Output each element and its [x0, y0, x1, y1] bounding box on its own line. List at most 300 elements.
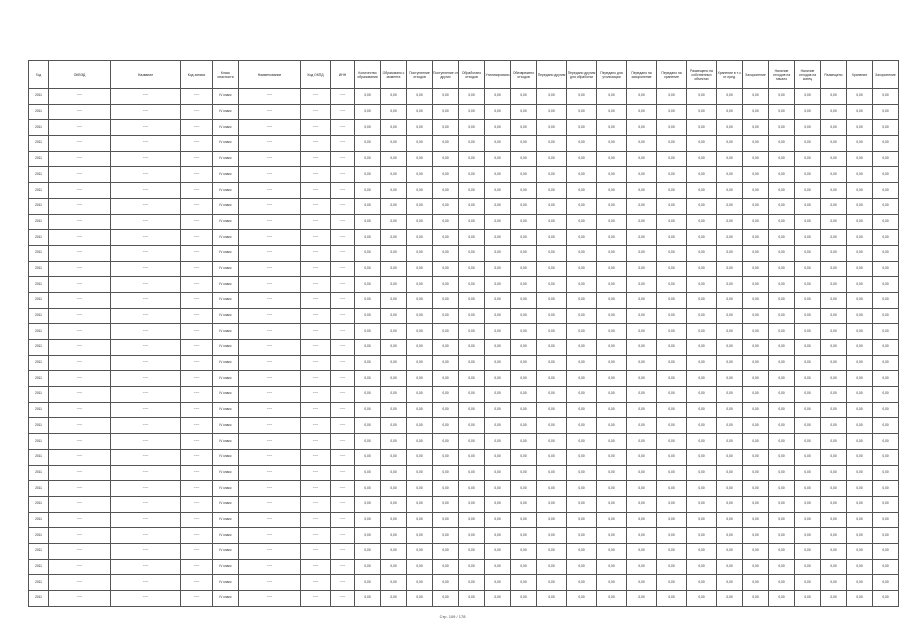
table-cell: 0,00 — [657, 434, 687, 450]
table-cell: ~~~ — [239, 230, 301, 246]
table-cell: 0,00 — [627, 449, 657, 465]
table-cell: 0,00 — [821, 465, 847, 481]
table-cell: IV класс — [213, 387, 239, 403]
table-cell: 0,00 — [511, 120, 537, 136]
table-cell: 0,00 — [567, 543, 597, 559]
table-cell: 0,00 — [597, 434, 627, 450]
table-cell: 2011 — [29, 277, 49, 293]
table-cell: 0,00 — [459, 481, 485, 497]
table-cell: 0,00 — [795, 449, 821, 465]
table-cell: 0,00 — [717, 465, 743, 481]
table-cell: 0,00 — [537, 198, 567, 214]
table-cell: ~~~ — [49, 104, 111, 120]
table-cell: 0,00 — [381, 465, 407, 481]
table-cell: 0,00 — [381, 434, 407, 450]
table-cell: IV класс — [213, 559, 239, 575]
table-cell: ~~~ — [49, 340, 111, 356]
table-cell: 0,00 — [355, 402, 381, 418]
table-cell: 0,00 — [657, 418, 687, 434]
table-cell: 0,00 — [355, 481, 381, 497]
table-cell: 0,00 — [657, 528, 687, 544]
table-cell: 0,00 — [381, 292, 407, 308]
table-row — [29, 151, 899, 167]
table-cell: ~~~ — [49, 591, 111, 607]
table-cell: 0,00 — [687, 292, 717, 308]
table-cell: 0,00 — [485, 167, 511, 183]
table-cell: 2011 — [29, 104, 49, 120]
table-cell: 0,00 — [717, 183, 743, 199]
table-cell: 0,00 — [433, 245, 459, 261]
table-cell: 0,00 — [795, 230, 821, 246]
table-row — [29, 434, 899, 450]
table-cell: 0,00 — [847, 230, 873, 246]
table-cell: 0,00 — [847, 434, 873, 450]
table-cell: IV класс — [213, 198, 239, 214]
table-cell: 0,00 — [627, 496, 657, 512]
table-cell: 0,00 — [355, 340, 381, 356]
table-cell: IV класс — [213, 528, 239, 544]
table-cell: ~~~ — [239, 183, 301, 199]
table-cell: 0,00 — [597, 465, 627, 481]
table-cell: 0,00 — [821, 340, 847, 356]
table-cell: 0,00 — [769, 575, 795, 591]
table-cell: 0,00 — [847, 198, 873, 214]
table-cell: 0,00 — [407, 89, 433, 105]
table-cell: 0,00 — [567, 104, 597, 120]
table-cell: ~~~ — [331, 183, 355, 199]
table-cell: 0,00 — [687, 198, 717, 214]
table-cell: ~~~ — [111, 151, 181, 167]
table-cell: 0,00 — [597, 104, 627, 120]
table-cell: 0,00 — [459, 371, 485, 387]
table-cell: ~~~ — [181, 151, 213, 167]
table-cell: 0,00 — [433, 261, 459, 277]
table-cell: 0,00 — [687, 136, 717, 152]
table-cell: 0,00 — [769, 183, 795, 199]
table-cell: 0,00 — [511, 308, 537, 324]
table-cell: 0,00 — [627, 591, 657, 607]
table-cell: ~~~ — [111, 120, 181, 136]
table-cell: 0,00 — [381, 496, 407, 512]
table-cell: ~~~ — [239, 434, 301, 450]
table-cell: ~~~ — [49, 418, 111, 434]
table-cell: 0,00 — [847, 214, 873, 230]
table-cell: ~~~ — [331, 214, 355, 230]
table-cell: ~~~ — [331, 324, 355, 340]
table-cell: 0,00 — [407, 198, 433, 214]
table-cell: ~~~ — [331, 496, 355, 512]
table-cell: ~~~ — [331, 575, 355, 591]
table-cell: ~~~ — [181, 198, 213, 214]
table-cell: IV класс — [213, 543, 239, 559]
table-cell: 0,00 — [511, 261, 537, 277]
column-header: ИНН — [331, 61, 355, 89]
table-cell: 0,00 — [821, 308, 847, 324]
table-cell: ~~~ — [111, 434, 181, 450]
table-cell: 0,00 — [485, 543, 511, 559]
table-cell: 0,00 — [485, 261, 511, 277]
table-cell: 0,00 — [795, 136, 821, 152]
table-cell: 0,00 — [485, 324, 511, 340]
table-cell: 0,00 — [847, 136, 873, 152]
table-cell: 0,00 — [407, 402, 433, 418]
table-cell: 0,00 — [873, 324, 899, 340]
table-cell: 0,00 — [381, 245, 407, 261]
table-cell: 0,00 — [511, 151, 537, 167]
table-row — [29, 355, 899, 371]
table-cell: 0,00 — [821, 324, 847, 340]
table-cell: 0,00 — [485, 151, 511, 167]
table-cell: ~~~ — [111, 214, 181, 230]
table-cell: ~~~ — [331, 591, 355, 607]
table-cell: 0,00 — [485, 355, 511, 371]
table-cell: 0,00 — [821, 418, 847, 434]
table-cell: 0,00 — [597, 292, 627, 308]
table-cell: 0,00 — [657, 183, 687, 199]
table-cell: 0,00 — [407, 449, 433, 465]
table-cell: 0,00 — [381, 575, 407, 591]
table-cell: 0,00 — [717, 292, 743, 308]
table-cell: 0,00 — [657, 387, 687, 403]
table-cell: 0,00 — [627, 528, 657, 544]
table-cell: ~~~ — [181, 465, 213, 481]
table-cell: ~~~ — [331, 355, 355, 371]
table-cell: ~~~ — [49, 167, 111, 183]
table-cell: 2011 — [29, 559, 49, 575]
table-cell: 0,00 — [485, 292, 511, 308]
table-cell: 0,00 — [537, 151, 567, 167]
table-cell: IV класс — [213, 151, 239, 167]
table-cell: ~~~ — [239, 387, 301, 403]
table-cell: 0,00 — [381, 340, 407, 356]
table-cell: 2011 — [29, 151, 49, 167]
table-cell: 0,00 — [537, 167, 567, 183]
table-cell: IV класс — [213, 104, 239, 120]
table-cell: 0,00 — [485, 559, 511, 575]
table-cell: ~~~ — [111, 512, 181, 528]
table-cell: 0,00 — [597, 261, 627, 277]
table-cell: 0,00 — [821, 559, 847, 575]
table-cell: ~~~ — [331, 89, 355, 105]
table-cell: 0,00 — [407, 120, 433, 136]
table-cell: 0,00 — [847, 559, 873, 575]
table-cell: 0,00 — [459, 89, 485, 105]
table-cell: ~~~ — [181, 183, 213, 199]
table-cell: ~~~ — [49, 543, 111, 559]
table-cell: 0,00 — [717, 434, 743, 450]
table-row — [29, 277, 899, 293]
table-cell: 0,00 — [567, 591, 597, 607]
table-cell: 0,00 — [567, 183, 597, 199]
table-cell: 0,00 — [567, 449, 597, 465]
table-cell: ~~~ — [181, 230, 213, 246]
table-cell: 0,00 — [717, 575, 743, 591]
column-header: Хранение — [847, 61, 873, 89]
table-cell: ~~~ — [239, 449, 301, 465]
table-cell: 0,00 — [511, 230, 537, 246]
table-cell: ~~~ — [331, 151, 355, 167]
table-cell: 0,00 — [795, 183, 821, 199]
table-cell: 0,00 — [821, 387, 847, 403]
table-cell: ~~~ — [301, 89, 331, 105]
table-cell: 0,00 — [537, 575, 567, 591]
table-cell: 0,00 — [657, 261, 687, 277]
table-row — [29, 591, 899, 607]
table-row — [29, 292, 899, 308]
table-cell: ~~~ — [181, 308, 213, 324]
table-cell: 0,00 — [743, 214, 769, 230]
table-row — [29, 230, 899, 246]
table-cell: 0,00 — [433, 371, 459, 387]
table-cell: ~~~ — [181, 575, 213, 591]
table-cell: 0,00 — [485, 387, 511, 403]
table-cell: 0,00 — [795, 198, 821, 214]
table-row — [29, 575, 899, 591]
table-cell: 0,00 — [485, 575, 511, 591]
table-row — [29, 559, 899, 575]
table-row — [29, 418, 899, 434]
table-cell: 0,00 — [459, 230, 485, 246]
table-cell: 0,00 — [485, 340, 511, 356]
table-cell: 0,00 — [355, 308, 381, 324]
table-cell: 0,00 — [657, 465, 687, 481]
table-cell: 0,00 — [511, 198, 537, 214]
table-cell: 0,00 — [657, 512, 687, 528]
table-cell: 0,00 — [769, 120, 795, 136]
table-cell: 2011 — [29, 198, 49, 214]
table-cell: ~~~ — [49, 512, 111, 528]
table-cell: 0,00 — [795, 151, 821, 167]
table-cell: 0,00 — [795, 261, 821, 277]
table-cell: 0,00 — [717, 261, 743, 277]
table-cell: ~~~ — [181, 104, 213, 120]
table-cell: 0,00 — [657, 371, 687, 387]
table-cell: 0,00 — [627, 559, 657, 575]
table-cell: 0,00 — [567, 292, 597, 308]
table-cell: 0,00 — [795, 340, 821, 356]
table-cell: 2011 — [29, 543, 49, 559]
column-header: Поступление отходов — [407, 61, 433, 89]
column-header: Захоронение — [873, 61, 899, 89]
table-cell: 0,00 — [795, 214, 821, 230]
table-cell: 0,00 — [769, 449, 795, 465]
table-cell: 0,00 — [627, 245, 657, 261]
table-cell: ~~~ — [301, 402, 331, 418]
table-cell: 0,00 — [769, 277, 795, 293]
table-cell: ~~~ — [181, 120, 213, 136]
table-cell: ~~~ — [301, 277, 331, 293]
table-cell: 0,00 — [743, 481, 769, 497]
table-cell: 0,00 — [381, 136, 407, 152]
table-cell: 0,00 — [657, 308, 687, 324]
table-cell: 0,00 — [795, 324, 821, 340]
table-cell: 0,00 — [433, 183, 459, 199]
table-cell: 0,00 — [381, 355, 407, 371]
table-cell: 0,00 — [459, 591, 485, 607]
table-cell: ~~~ — [49, 230, 111, 246]
table-cell: 0,00 — [743, 104, 769, 120]
table-cell: 0,00 — [657, 559, 687, 575]
table-cell: 0,00 — [769, 230, 795, 246]
table-cell: 0,00 — [687, 151, 717, 167]
table-cell: 0,00 — [847, 104, 873, 120]
column-header: Наличие отходов на начало — [769, 61, 795, 89]
table-cell: 0,00 — [511, 214, 537, 230]
table-cell: 0,00 — [433, 387, 459, 403]
table-cell: ~~~ — [301, 465, 331, 481]
table-cell: 0,00 — [567, 277, 597, 293]
table-cell: 0,00 — [627, 308, 657, 324]
table-cell: ~~~ — [49, 371, 111, 387]
table-cell: 0,00 — [743, 261, 769, 277]
table-cell: 0,00 — [511, 559, 537, 575]
table-cell: 0,00 — [433, 198, 459, 214]
table-cell: 0,00 — [627, 402, 657, 418]
table-cell: ~~~ — [181, 402, 213, 418]
table-cell: 0,00 — [847, 591, 873, 607]
table-cell: 0,00 — [567, 261, 597, 277]
table-cell: 0,00 — [769, 418, 795, 434]
table-cell: 0,00 — [795, 543, 821, 559]
table-cell: 0,00 — [407, 543, 433, 559]
table-cell: 0,00 — [795, 496, 821, 512]
table-cell: 0,00 — [355, 496, 381, 512]
table-cell: 0,00 — [769, 434, 795, 450]
table-cell: 0,00 — [407, 465, 433, 481]
table-cell: 0,00 — [537, 559, 567, 575]
table-cell: 0,00 — [627, 371, 657, 387]
table-cell: 0,00 — [407, 136, 433, 152]
table-cell: 0,00 — [537, 387, 567, 403]
table-cell: 0,00 — [627, 340, 657, 356]
table-cell: 0,00 — [627, 230, 657, 246]
table-cell: ~~~ — [111, 340, 181, 356]
table-cell: 0,00 — [511, 387, 537, 403]
table-cell: ~~~ — [239, 308, 301, 324]
table-cell: 0,00 — [743, 512, 769, 528]
table-cell: 0,00 — [459, 340, 485, 356]
table-cell: ~~~ — [49, 277, 111, 293]
table-cell: ~~~ — [331, 481, 355, 497]
table-cell: ~~~ — [239, 543, 301, 559]
table-cell: 0,00 — [847, 449, 873, 465]
table-cell: 0,00 — [769, 167, 795, 183]
table-cell: ~~~ — [181, 496, 213, 512]
table-cell: ~~~ — [239, 496, 301, 512]
table-cell: 0,00 — [485, 418, 511, 434]
table-cell: 0,00 — [597, 136, 627, 152]
table-cell: 0,00 — [381, 183, 407, 199]
table-cell: 0,00 — [687, 324, 717, 340]
table-cell: 0,00 — [743, 183, 769, 199]
table-cell: 0,00 — [537, 89, 567, 105]
table-cell: ~~~ — [181, 245, 213, 261]
table-cell: 0,00 — [769, 340, 795, 356]
table-cell: 0,00 — [821, 136, 847, 152]
table-cell: 0,00 — [873, 591, 899, 607]
table-cell: ~~~ — [331, 277, 355, 293]
table-cell: 0,00 — [355, 261, 381, 277]
table-cell: 0,00 — [433, 277, 459, 293]
table-cell: 2011 — [29, 120, 49, 136]
table-cell: 0,00 — [687, 340, 717, 356]
table-cell: 2011 — [29, 418, 49, 434]
table-cell: 2011 — [29, 230, 49, 246]
table-cell: 0,00 — [537, 465, 567, 481]
table-cell: ~~~ — [301, 340, 331, 356]
table-cell: 0,00 — [355, 371, 381, 387]
table-cell: 0,00 — [847, 292, 873, 308]
column-header: Передано для утилизации — [597, 61, 627, 89]
table-cell: ~~~ — [301, 575, 331, 591]
table-cell: 0,00 — [769, 324, 795, 340]
table-cell: 0,00 — [567, 167, 597, 183]
table-cell: 0,00 — [821, 277, 847, 293]
table-cell: ~~~ — [331, 465, 355, 481]
table-cell: 0,00 — [597, 245, 627, 261]
table-cell: 0,00 — [597, 371, 627, 387]
table-cell: ~~~ — [49, 198, 111, 214]
table-cell: 0,00 — [567, 528, 597, 544]
table-cell: 0,00 — [511, 371, 537, 387]
table-cell: 0,00 — [433, 543, 459, 559]
table-cell: 0,00 — [717, 418, 743, 434]
table-cell: ~~~ — [181, 387, 213, 403]
table-cell: 0,00 — [717, 387, 743, 403]
table-cell: 0,00 — [355, 591, 381, 607]
table-cell: 0,00 — [381, 120, 407, 136]
column-header: Передано другим — [537, 61, 567, 89]
table-cell: 0,00 — [847, 387, 873, 403]
table-cell: 0,00 — [795, 89, 821, 105]
table-cell: 0,00 — [567, 371, 597, 387]
table-cell: 0,00 — [687, 559, 717, 575]
table-cell: ~~~ — [111, 543, 181, 559]
table-cell: 0,00 — [537, 324, 567, 340]
table-cell: 0,00 — [355, 136, 381, 152]
table-cell: 0,00 — [847, 183, 873, 199]
table-cell: 0,00 — [743, 496, 769, 512]
table-cell: 0,00 — [627, 104, 657, 120]
table-cell: 0,00 — [873, 575, 899, 591]
table-cell: 0,00 — [717, 449, 743, 465]
table-cell: 0,00 — [873, 214, 899, 230]
table-cell: 0,00 — [597, 402, 627, 418]
table-cell: 0,00 — [627, 575, 657, 591]
table-cell: 0,00 — [407, 387, 433, 403]
table-cell: 0,00 — [873, 292, 899, 308]
table-cell: 0,00 — [537, 245, 567, 261]
table-cell: ~~~ — [49, 575, 111, 591]
table-cell: ~~~ — [331, 308, 355, 324]
table-cell: 0,00 — [847, 324, 873, 340]
table-cell: 0,00 — [567, 496, 597, 512]
table-cell: 0,00 — [873, 198, 899, 214]
table-cell: ~~~ — [111, 465, 181, 481]
column-header: Класс опасности — [213, 61, 239, 89]
table-cell: 0,00 — [657, 120, 687, 136]
table-cell: IV класс — [213, 371, 239, 387]
table-cell: 0,00 — [627, 543, 657, 559]
table-cell: ~~~ — [111, 198, 181, 214]
table-cell: 0,00 — [537, 292, 567, 308]
table-row — [29, 512, 899, 528]
table-cell: 0,00 — [355, 528, 381, 544]
table-cell: 0,00 — [795, 559, 821, 575]
table-cell: 0,00 — [511, 591, 537, 607]
table-cell: 0,00 — [873, 120, 899, 136]
table-cell: 0,00 — [355, 214, 381, 230]
